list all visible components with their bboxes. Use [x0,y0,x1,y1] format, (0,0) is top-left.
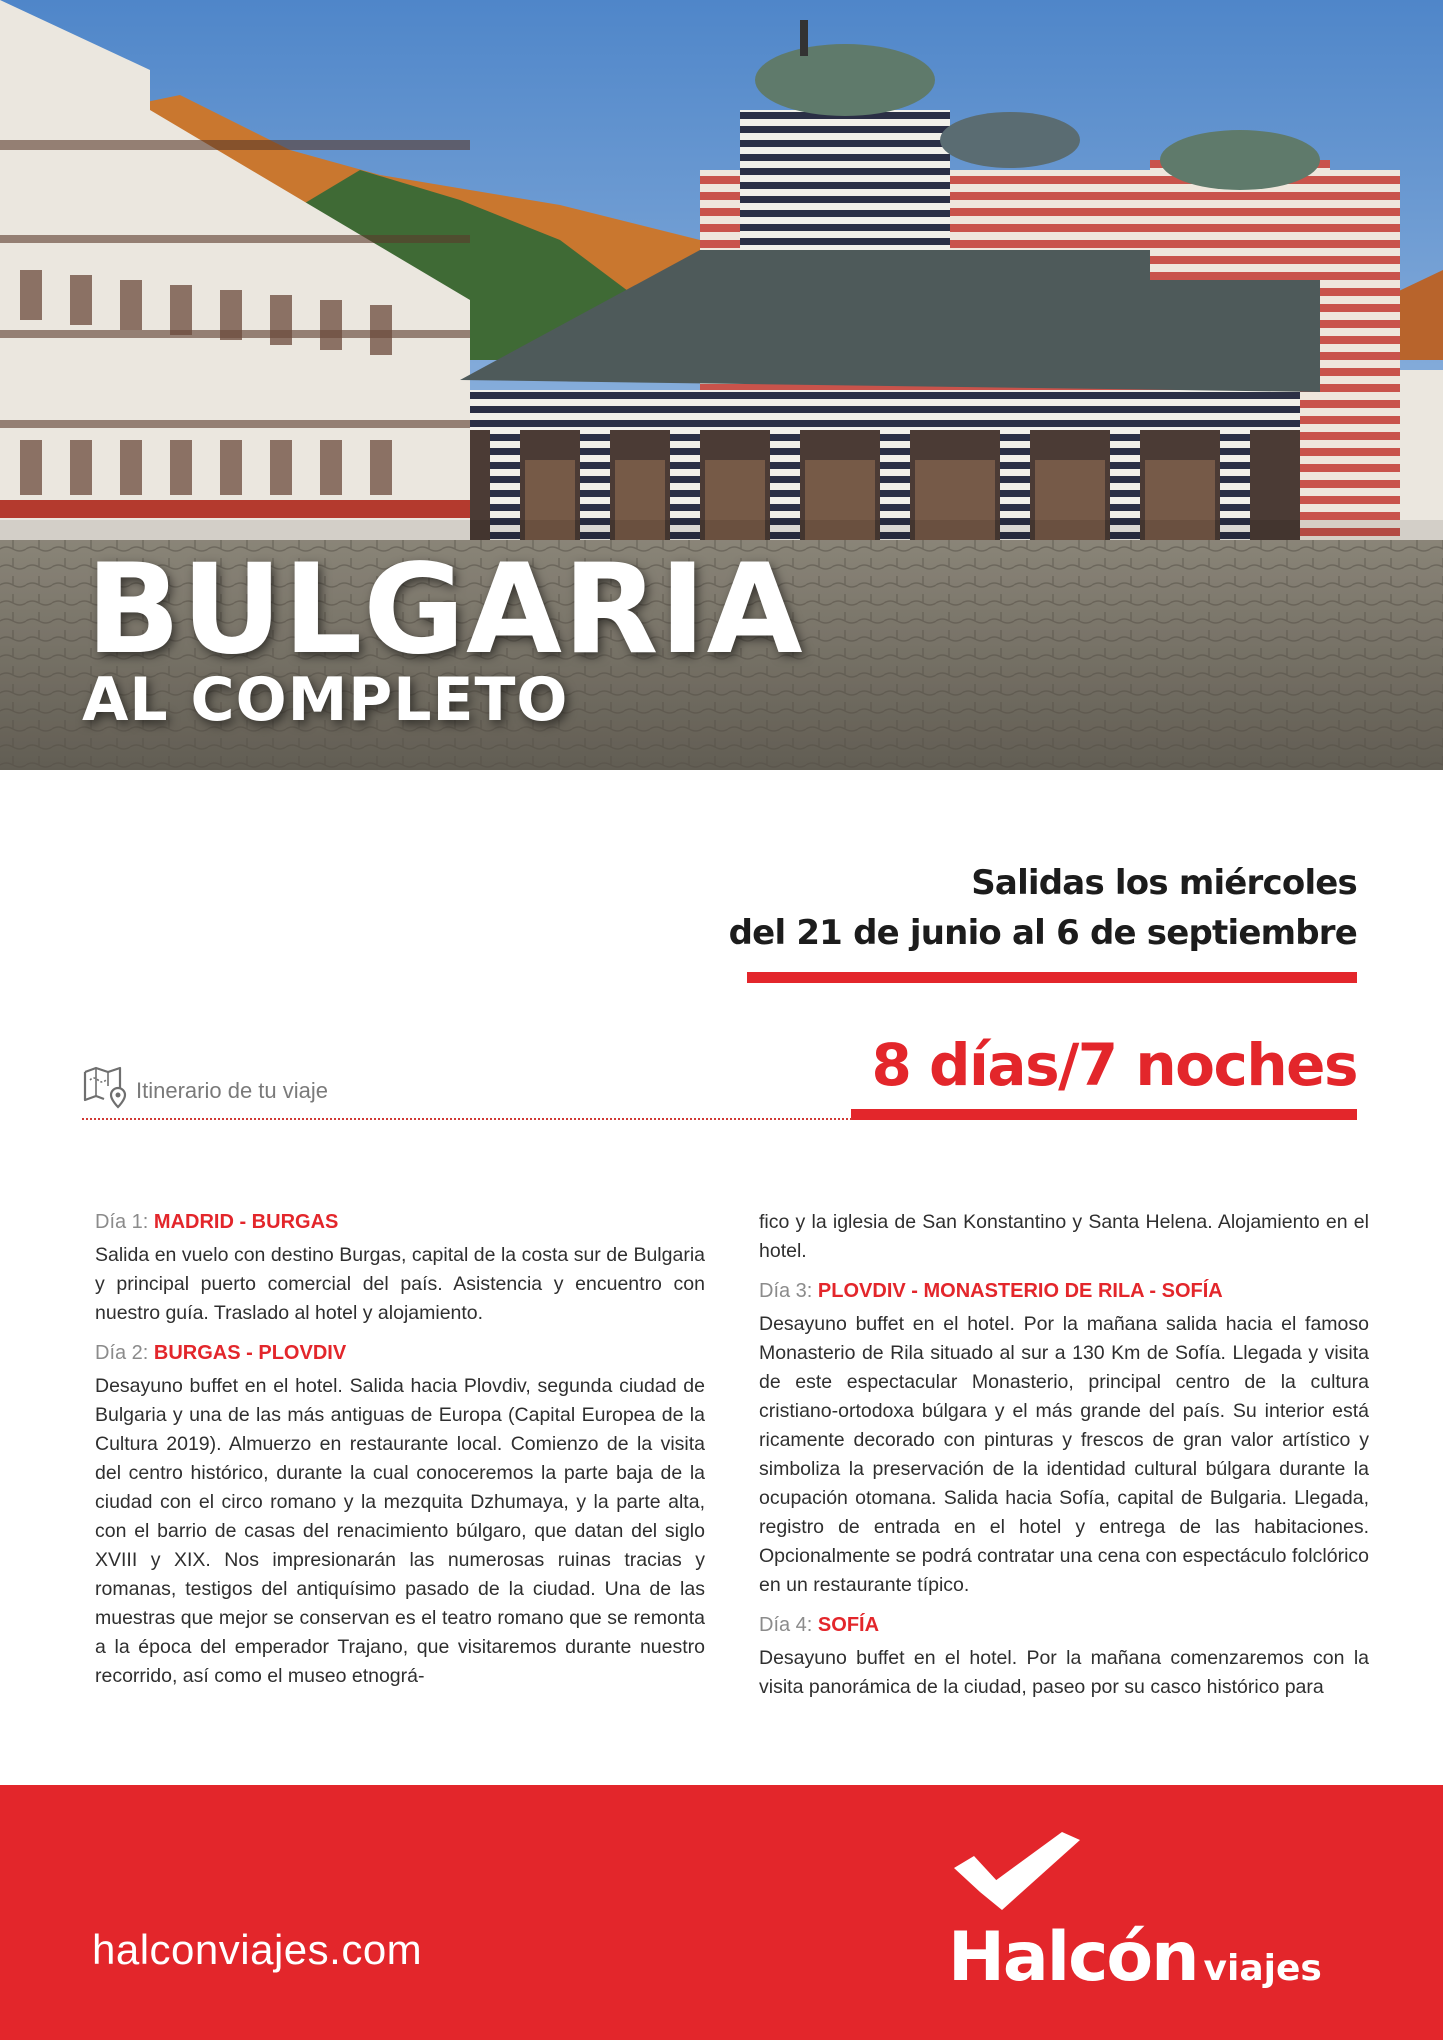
day-entry [759,1610,1369,1702]
day-description: Desayuno buffet en el hotel. Por la mañana salida hacia el famoso Monasterio de Rila situado al sur a 130 Km de Sofía. Llegada y visita de este espectacular Monasterio, principal centro de la cultura cristiano-ortodoxa búlgara y el más grande del país. Su interior está ricamente decorado con pinturas y frescos de gran valor artístico y simboliza la preservación de la identidad cultural búlgara durante la ocupación otomana. Salida hacia Sofía, capital de Bulgaria. Llegada, registro de entrada en el hotel y entrega de las habitaciones. Opcionalmente se podrá contratar una cena con espectáculo folclórico en un restaurante típico. [759,1313,1369,1596]
map-pin-icon [82,1066,128,1115]
day-description: Salida en vuelo con destino Burgas, capital de la costa sur de Bulgaria y principal puerto comercial del país. Asistencia y encuentro con nuestro guía. Traslado al hotel y alojamiento. [95,1244,705,1324]
day-route: SOFÍA [817,1614,880,1636]
brand-name: Halcón [948,1918,1198,1997]
brand-logo [948,1918,1322,1997]
day-entry [759,1276,1369,1600]
day-route: BURGAS - PLOVDIV [153,1342,347,1364]
departure-line-1: Salidas los miércoles [971,863,1357,903]
halcon-checkmark-logo [950,1826,1086,1915]
hero-banner [0,0,1443,770]
day-description-continued: fico y la iglesia de San Konstantino y Santa Helena. Alojamiento en el hotel. [759,1211,1369,1262]
footer-bar [0,1785,1443,2040]
itinerary-column-left [95,1207,705,1701]
page-title: BULGARIA [86,538,804,682]
day-number: Día 2: [95,1342,149,1364]
day-number: Día 3: [759,1280,813,1302]
day-description: Desayuno buffet en el hotel. Salida hacia Plovdiv, segunda ciudad de Bulgaria y una de las más antiguas de Europa (Capital Europea de la Cultura 2019). Almuerzo en restaurante local. Comienzo de la visita del centro histórico, durante la cual conoceremos la parte baja de la ciudad con el circo romano y la mezquita Dzhumaya, y la parte alta, con el barrio de casas del renacimiento búlgaro, que datan del siglo XVIII y XIX. Nos impresionarán las numerosas ruinas tracias y romanas, testigos del antiquísimo pasado de la ciudad. Una de las muestras que mejor se conservan es el teatro romano que se remonta a la época del emperador Trajano, que visitaremos durante nuestro recorrido, así como el museo etnográ- [95,1375,705,1687]
day-heading [759,1276,1369,1306]
itinerary-label: Itinerario de tu viaje [136,1077,328,1103]
day-entry [95,1338,705,1691]
website-link[interactable]: halconviajes.com [92,1926,423,1973]
trip-duration: 8 días/7 noches [871,1031,1357,1099]
divider [851,1109,1357,1120]
divider [747,972,1357,983]
day-heading [95,1207,705,1237]
day-number: Día 4: [759,1614,813,1636]
day-heading [95,1338,705,1368]
page-subtitle: AL COMPLETO [82,665,569,735]
brand-suffix: viajes [1203,1948,1322,1989]
day-route: PLOVDIV - MONASTERIO DE RILA - SOFÍA [817,1280,1223,1302]
day-heading [759,1610,1369,1640]
day-route: MADRID - BURGAS [153,1211,339,1233]
day-description: Desayuno buffet en el hotel. Por la mañana comenzaremos con la visita panorámica de la ciudad, paseo por su casco histórico para [759,1647,1369,1698]
divider [82,1118,852,1120]
departure-line-2: del 21 de junio al 6 de septiembre [728,913,1357,953]
day-number: Día 1: [95,1211,149,1233]
itinerary-column-right [759,1208,1369,1712]
day-entry [95,1207,705,1328]
departure-dates [729,858,1357,958]
itinerary-heading [82,1066,328,1115]
